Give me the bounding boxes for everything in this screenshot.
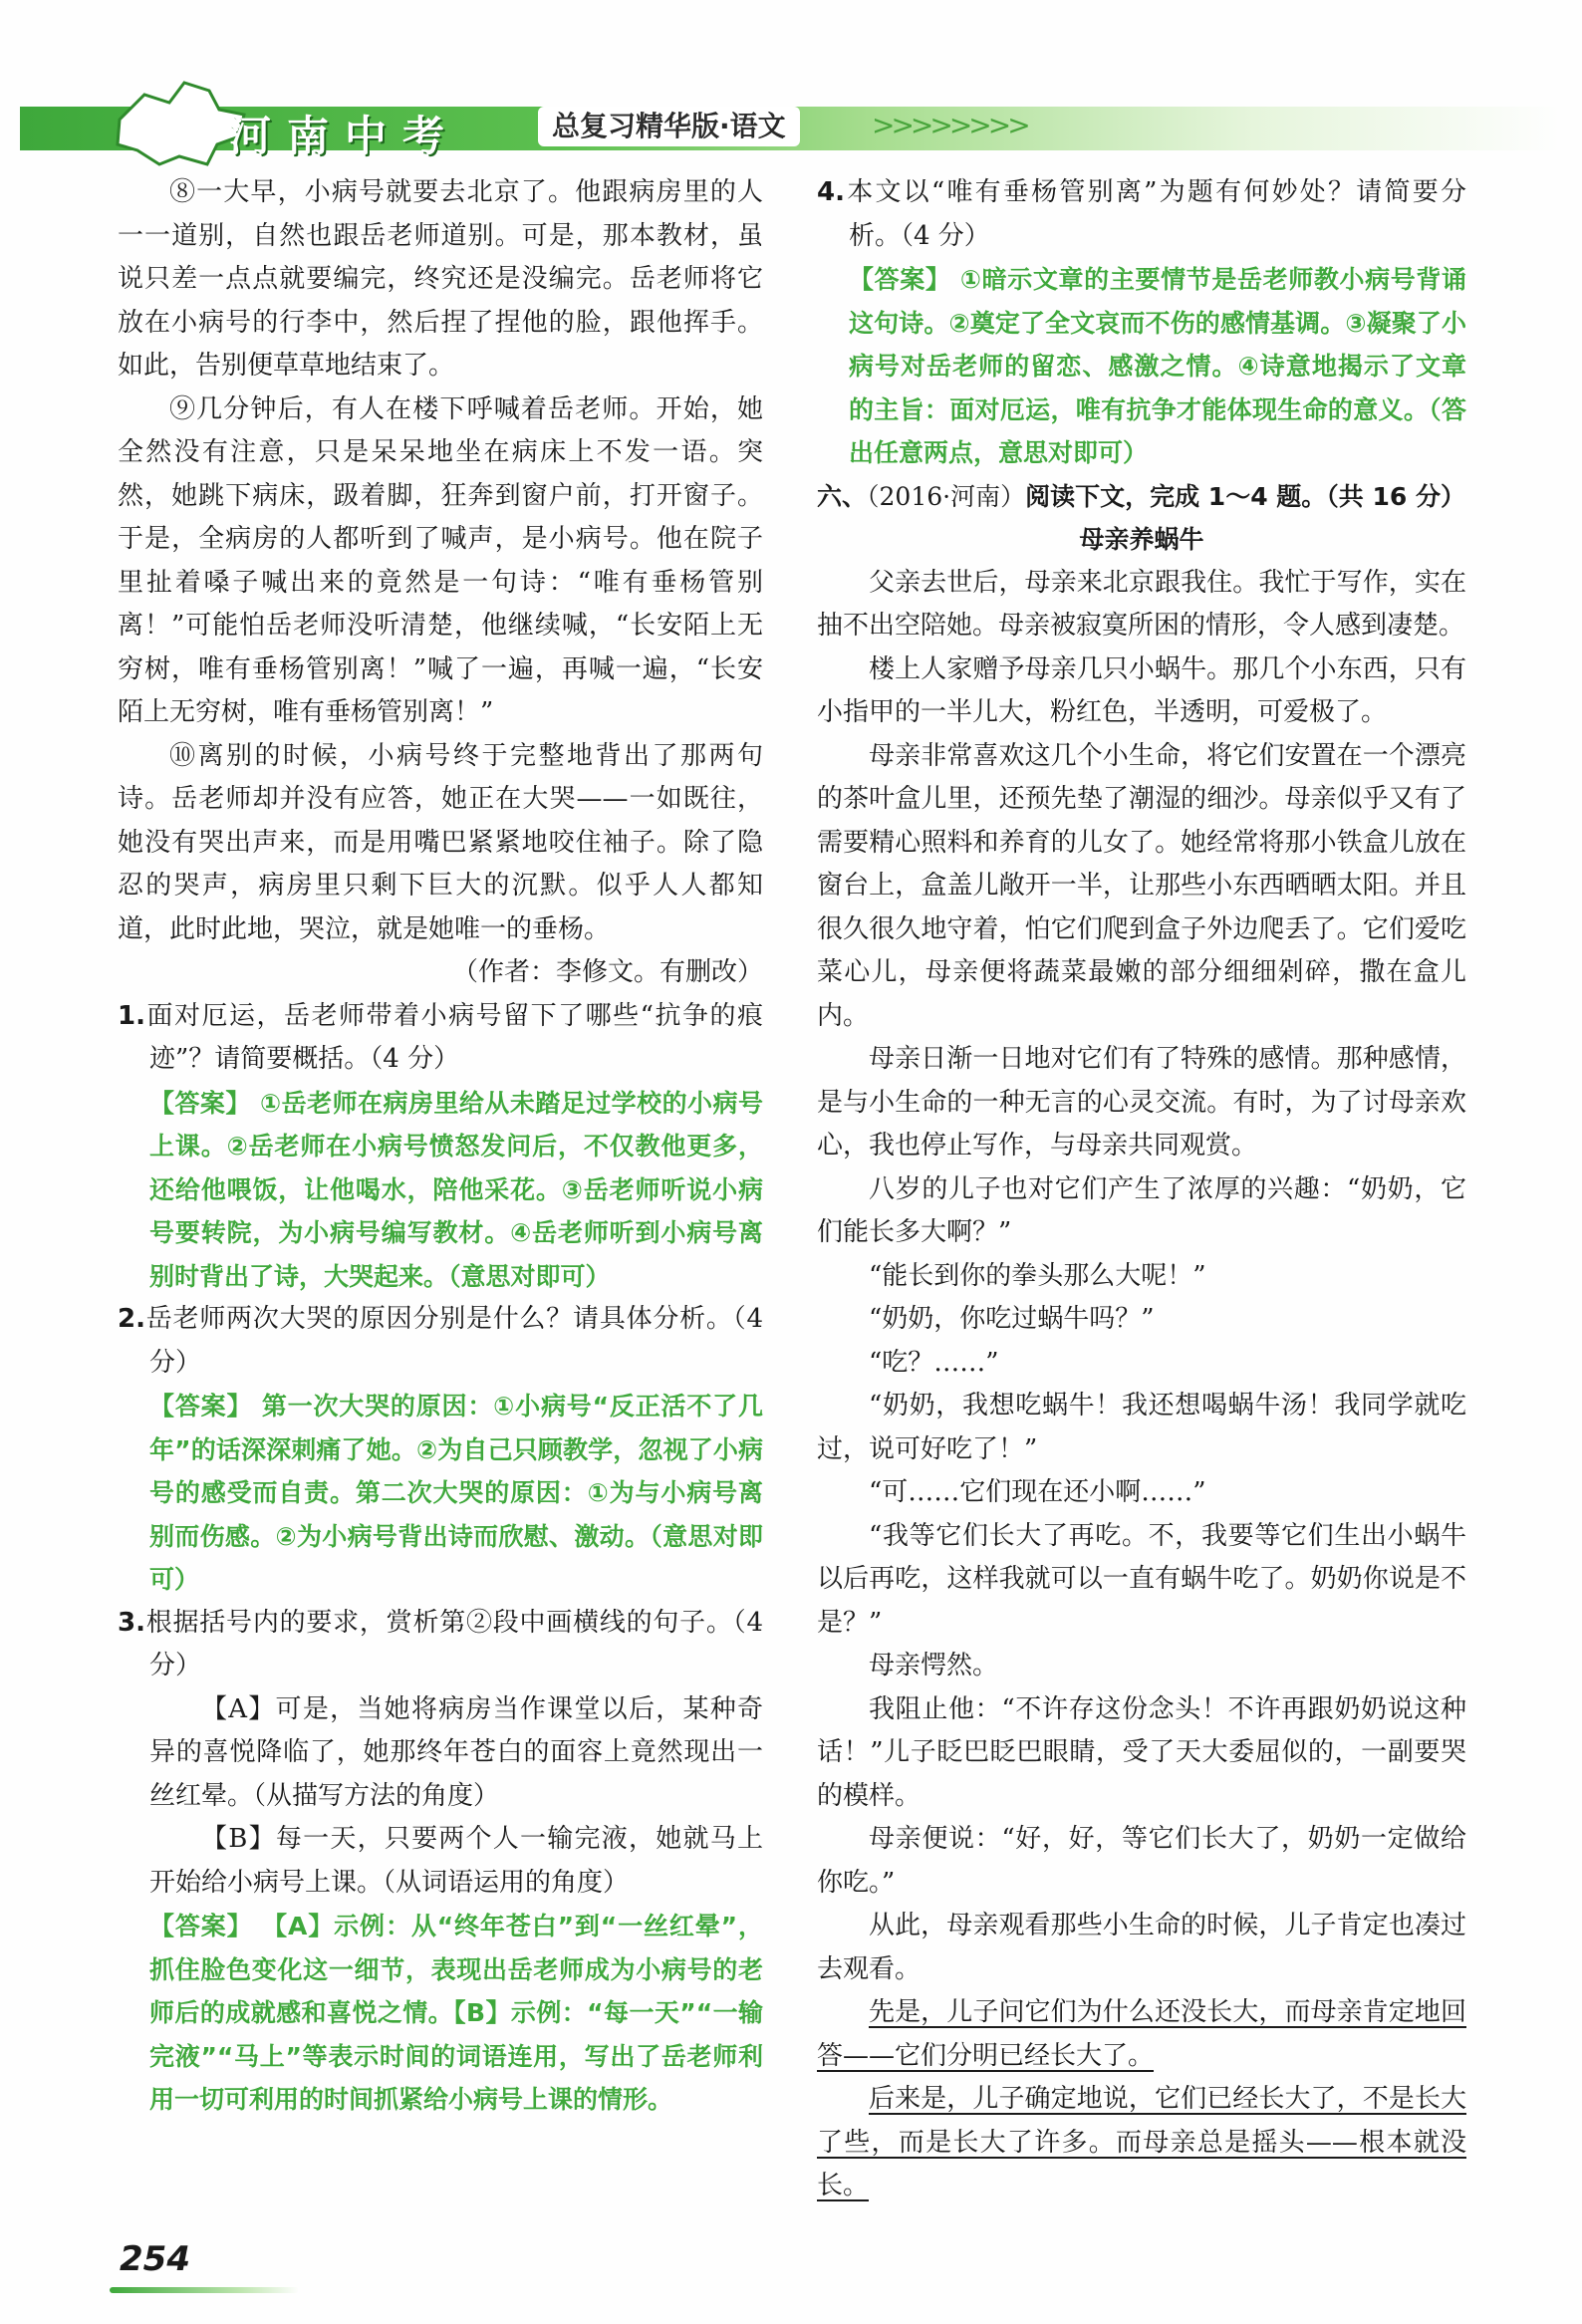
- question-3-number: 3.: [118, 1607, 145, 1638]
- page-number: 254: [120, 2239, 190, 2279]
- question-3-sentence-b: 【B】每一天，只要两个人一输完液，她就马上开始给小病号上课。（从词语运用的角度）: [149, 1824, 763, 1898]
- article-paragraph-1: 父亲去世后，母亲来北京跟我住。我忙于写作，实在抽不出空陪她。母亲被寂寞所困的情形，令人感到凄楚。: [817, 567, 1466, 641]
- question-1-number: 1.: [118, 1000, 145, 1031]
- paragraph-10: ⑩离别的时候，小病号终于完整地背出了那两句诗。岳老师却并没有应答，她正在大哭——一如既往，她没有哭出声来，而是用嘴巴紧紧地咬住袖子。除了隐忍的哭声，病房里只剩下巨大的沉默。似乎人人都知道，此时此地，哭泣，就是她唯一的垂杨。: [118, 740, 763, 944]
- answer-2-tag: 【答案】: [149, 1392, 253, 1420]
- section-heading: [817, 475, 1466, 519]
- article-paragraph-3: 母亲非常喜欢这几个小生命，将它们安置在一个漂亮的茶叶盒儿里，还预先垫了潮湿的细沙。母亲似乎又有了需要精心照料和养育的儿女了。她经常将那小铁盒儿放在窗台上，盒盖儿敞开一半，让那些小东西晒晒太阳。并且很久很久地守着，怕它们爬到盒子外边爬丢了。它们爱吃菜心儿，母亲便将蔬菜最嫩的部分细细剁碎，撒在盒儿内。: [817, 740, 1466, 1031]
- page-number-bar: [110, 2287, 299, 2293]
- underlined-sentence-2: 后来是，儿子确定地说，它们已经长大了，不是长大了些，而是长大了许多。而母亲总是摇头——根本就没长。: [817, 2084, 1466, 2200]
- article-paragraph-14: 母亲便说：“好，好，等它们长大了，奶奶一定做给你吃。”: [817, 1824, 1466, 1898]
- answer-3: [118, 1905, 763, 2122]
- answer-1: [118, 1082, 763, 1299]
- left-column: [118, 171, 763, 2122]
- answer-4-tag: 【答案】: [849, 265, 951, 294]
- article-paragraph-2: 楼上人家赠予母亲几只小蜗牛。那几个小东西，只有小指甲的一半儿大，粉红色，半透明，可爱极了。: [817, 653, 1466, 727]
- question-2-text: 岳老师两次大哭的原因分别是什么？请具体分析。（4 分）: [144, 1304, 763, 1378]
- answer-2-text: 第一次大哭的原因：①小病号“反正活不了几年”的话深深刺痛了她。②为自己只顾教学，忽视了小病号的感受而自责。第二次大哭的原因：①为与小病号离别而伤感。②为小病号背出诗而欣慰、激动。（意思对即可）: [149, 1392, 763, 1594]
- article-paragraph-9: “奶奶，我想吃蜗牛！我还想喝蜗牛汤！我同学就吃过，说可好吃了！”: [817, 1391, 1466, 1464]
- article-paragraph-8: “吃？……”: [869, 1347, 999, 1378]
- question-3-text: 根据括号内的要求，赏析第②段中画横线的句子。（4 分）: [144, 1607, 763, 1680]
- header-title: 河南中考: [229, 112, 461, 160]
- article-paragraph-13: 我阻止他：“不许存这份念头！不许再跟奶奶说这种话！”儿子眨巴眨巴眼睛，受了天大委屈似的，一副要哭的模样。: [817, 1693, 1466, 1811]
- article-paragraph-12: 母亲愕然。: [869, 1651, 999, 1680]
- section-source: （2016·河南）: [867, 481, 1026, 511]
- question-3: [118, 1602, 763, 1688]
- question-1: [118, 995, 763, 1082]
- answer-3-tag: 【答案】: [149, 1912, 253, 1940]
- section-number: 六、: [817, 481, 868, 511]
- underlined-sentence-1: 先是，儿子问它们为什么还没长大，而母亲肯定地回答——它们分明已经长大了。: [817, 1997, 1466, 2071]
- article-paragraph-15: 从此，母亲观看那些小生命的时候，儿子肯定也凑过去观看。: [817, 1911, 1466, 1984]
- section-instruction: 阅读下文，完成 1～4 题。（共 16 分）: [1025, 481, 1465, 511]
- article-paragraph-4: 母亲日渐一日地对它们有了特殊的感情。那种感情，是与小生命的一种无言的心灵交流。有时，为了讨母亲欢心，我也停止写作，与母亲共同观赏。: [817, 1044, 1466, 1161]
- question-4-text: 本文以“唯有垂杨管别离”为题有何妙处？请简要分析。（4 分）: [844, 177, 1466, 251]
- question-4: [817, 171, 1466, 258]
- paragraph-8: ⑧一大早，小病号就要去北京了。他跟病房里的人一一道别，自然也跟岳老师道别。可是，那本教材，虽说只差一点点就要编完，终究还是没编完。岳老师将它放在小病号的行李中，然后捏了捏他的脸，跟他挥手。如此，告别便草草地结束了。: [118, 177, 763, 381]
- question-2-number: 2.: [118, 1304, 145, 1334]
- answer-4-text: ①暗示文章的主要情节是岳老师教小病号背诵这句诗。②奠定了全文哀而不伤的感情基调。③凝聚了小病号对岳老师的留恋、感激之情。④诗意地揭示了文章的主旨：面对厄运，唯有抗争才能体现生命的意义。（答出任意两点，意思对即可）: [849, 265, 1466, 467]
- article-paragraph-10: “可……它们现在还小啊……”: [869, 1477, 1206, 1507]
- answer-1-text: ①岳老师在病房里给从未踏足过学校的小病号上课。②岳老师在小病号愤怒发问后，不仅教他更多，还给他喂饭，让他喝水，陪他采花。③岳老师听说小病号要转院，为小病号编写教材。④岳老师听到小病号离别时背出了诗，大哭起来。（意思对即可）: [149, 1088, 763, 1291]
- header-subtitle: 总复习精华版·语文: [538, 107, 800, 146]
- article-paragraph-7: “奶奶，你吃过蜗牛吗？”: [869, 1304, 1155, 1334]
- answer-3-text: 【A】示例：从“终年苍白”到“一丝红晕”，抓住脸色变化这一细节，表现出岳老师成为小病号的老师后的成就感和喜悦之情。【B】示例：“每一天”“一输完液”“马上”等表示时间的词语连用，写出了岳老师利用一切可利用的时间抓紧给小病号上课的情形。: [149, 1912, 763, 2114]
- article-credit: （作者：李修文。有删改）: [451, 957, 763, 987]
- question-1-text: 面对厄运，岳老师带着小病号留下了哪些“抗争的痕迹”？请简要概括。（4 分）: [144, 1000, 763, 1074]
- article-paragraph-17: [817, 2078, 1466, 2208]
- right-column: [817, 171, 1466, 2208]
- answer-4: [817, 258, 1466, 475]
- article-paragraph-11: “我等它们长大了再吃。不，我要等它们生出小蜗牛以后再吃，这样我就可以一直有蜗牛吃了。奶奶你说是不是？”: [817, 1520, 1466, 1638]
- paragraph-9: ⑨几分钟后，有人在楼下呼喊着岳老师。开始，她全然没有注意，只是呆呆地坐在病床上不发一语。突然，她跳下病床，趿着脚，狂奔到窗户前，打开窗子。于是，全病房的人都听到了喊声，是小病号。他在院子里扯着嗓子喊出来的竟然是一句诗：“唯有垂杨管别离！”可能怕岳老师没听清楚，他继续喊，“长安陌上无穷树，唯有垂杨管别离！”喊了一遍，再喊一遍，“长安陌上无穷树，唯有垂杨管别离！”: [118, 393, 763, 727]
- question-4-number: 4.: [817, 177, 845, 207]
- header-arrows: >>>>>>>>: [872, 109, 1027, 141]
- article-paragraph-5: 八岁的儿子也对它们产生了浓厚的兴趣：“奶奶，它们能长多大啊？”: [817, 1173, 1466, 1247]
- answer-1-tag: 【答案】: [149, 1088, 251, 1118]
- article-paragraph-16: [817, 1991, 1466, 2078]
- question-2: [118, 1298, 763, 1385]
- answer-2: [118, 1385, 763, 1602]
- question-3-sentence-a: 【A】可是，当她将病房当作课堂以后，某种奇异的喜悦降临了，她那终年苍白的面容上竟然现出一丝红晕。（从描写方法的角度）: [149, 1693, 763, 1811]
- page-header: [20, 95, 1562, 160]
- article-paragraph-6: “能长到你的拳头那么大呢！”: [869, 1260, 1206, 1291]
- article-title: 母亲养蜗牛: [1079, 525, 1204, 554]
